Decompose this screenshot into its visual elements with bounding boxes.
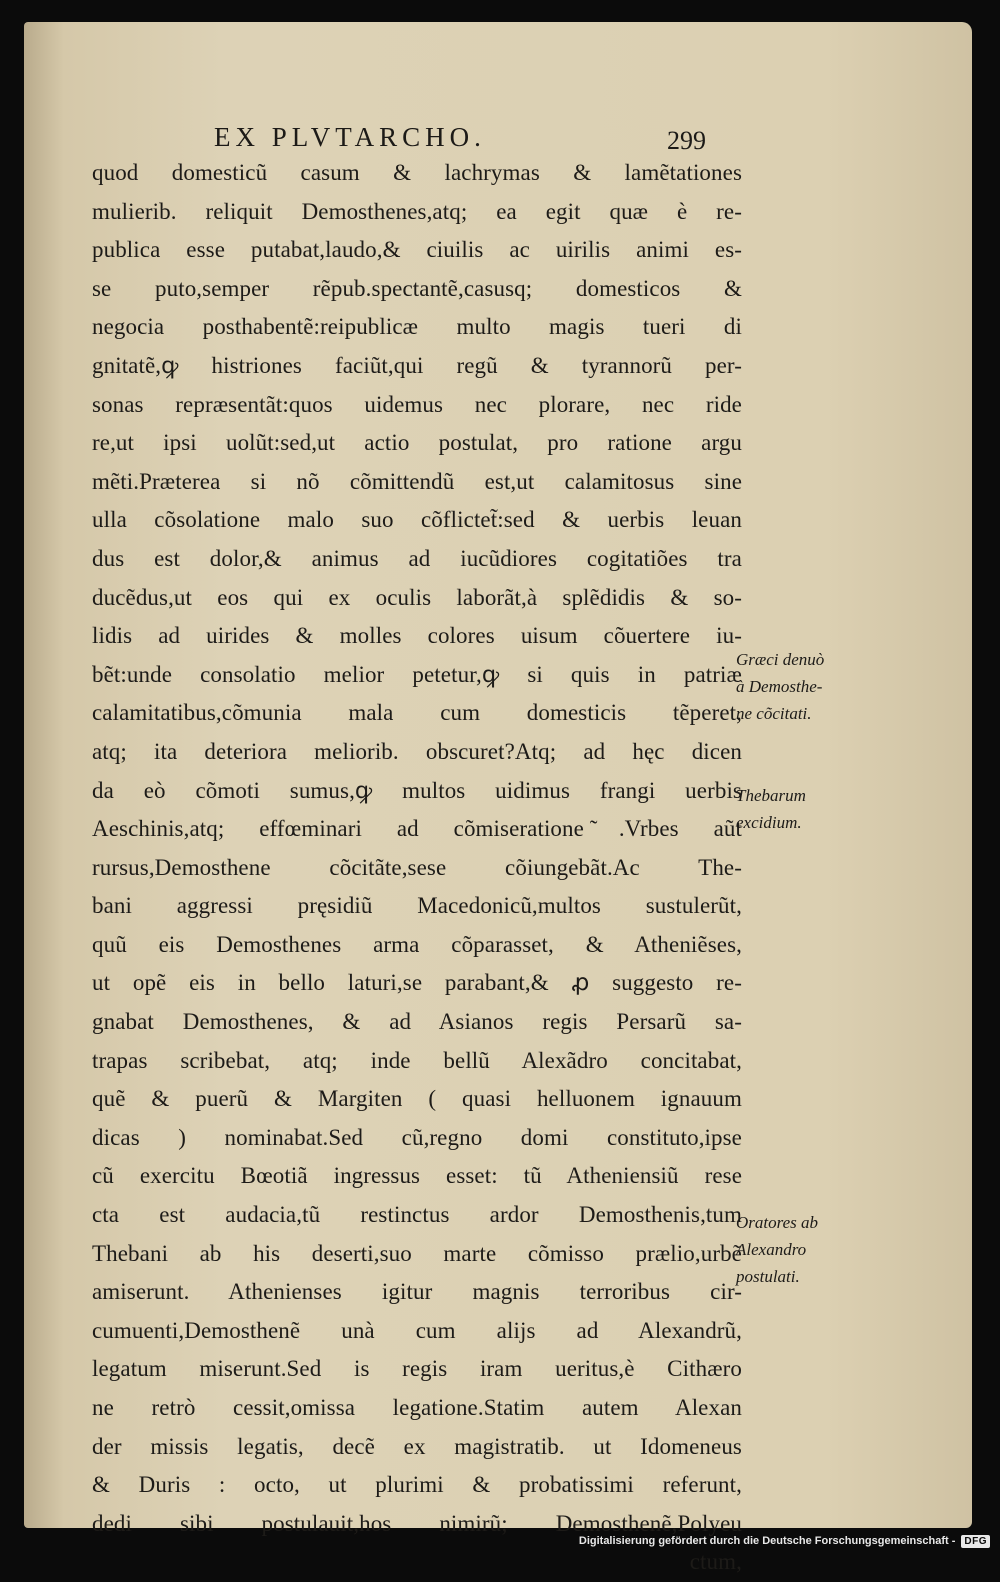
text-line: se puto,semper rẽpub.spectantẽ,casusq; domesticos & [92, 275, 742, 301]
text-line: cumuenti,Demosthenẽ unà cum alijs ad Alexandrũ, [92, 1317, 742, 1343]
text-line: & Duris : octo, ut plurimi & probatissimi referunt, [92, 1472, 742, 1498]
text-line: trapas scribebat, atq; inde bellũ Alexãdro concitabat, [92, 1047, 742, 1073]
text-line: cta est audacia,tũ restinctus ardor Demosthenis,tum [92, 1202, 742, 1228]
dfg-logo: DFG [961, 1535, 990, 1548]
text-line: mulierib. reliquit Demosthenes,atq; ea egit quæ è re- [92, 198, 742, 224]
text-line: atq; ita deteriora meliorib. obscuret?Atq; ad hęc dicen [92, 738, 742, 764]
page-number: 299 [667, 126, 706, 155]
margin-note: Græci denuò à Demosthe- ne cõcitati. [736, 650, 825, 723]
body-text [92, 154, 742, 1582]
text-line: bani aggressi pręsidiũ Macedonicũ,multos sustulerũt, [92, 893, 742, 919]
text-line: ctum, [689, 1549, 742, 1575]
text-line: ne retrò cessit,omissa legatione.Statim autem Alexan [92, 1395, 742, 1420]
text-line: dus est dolor,& animus ad iucũdiores cogitatiões tra [92, 545, 742, 571]
funding-credit-text: Digitalisierung gefördert durch die Deutsche Forschungsgemeinschaft - [578, 1535, 956, 1547]
text-line: amiserunt. Athenienses igitur magnis terroribus cir- [92, 1279, 742, 1305]
text-line: negocia posthabentẽ:reipublicæ multo magis tueri di [92, 314, 742, 340]
text-line: dedi sibi postulauit,hos nimirũ; Demosthenẽ,Polyeu [92, 1510, 742, 1536]
funding-credit [579, 1530, 990, 1552]
text-line: da eò cõmoti sumus,ꝙ multos uidimus frangi uerbis [92, 777, 742, 803]
text-line: ulla cõsolatione malo suo cõflictet̃:sed & uerbis leuan [92, 507, 742, 533]
text-line: ducẽdus,ut eos qui ex oculis laborãt,à splẽdidis & so- [92, 584, 742, 610]
text-line: gnabat Demosthenes, & ad Asianos regis Persarũ sa- [92, 1009, 742, 1035]
text-line: publica esse putabat,laudo,& ciuilis ac uirilis animi es- [92, 237, 742, 263]
text-line: quũ eis Demosthenes arma cõparasset, & Atheniẽses, [92, 931, 742, 957]
text-line: Thebani ab his deserti,suo marte cõmisso prælio,urbẽ [92, 1240, 742, 1266]
text-line: ut opẽ eis in bello laturi,se parabant,& ꝓ suggesto re- [92, 970, 742, 996]
text-line: re,ut ipsi uolũt:sed,ut actio postulat, pro ratione argu [92, 430, 742, 456]
text-line: cũ exercitu Bœotiã ingressus esset: tũ Atheniensiũ rese [92, 1163, 742, 1189]
text-line: Aeschinis,atq; effœminari ad cõmiseratione ̃.Vrbes aũt [92, 816, 742, 842]
text-line: gnitatẽ,ꝙ histriones faciũt,qui regũ & tyrannorũ per- [92, 352, 742, 378]
text-line: dicas ) nominabat.Sed cũ,regno domi constituto,ipse [92, 1124, 742, 1150]
text-line: calamitatibus,cõmunia mala cum domesticis tẽperet, [92, 700, 742, 726]
text-line: quẽ & puerũ & Margiten ( quasi helluonem ignauum [92, 1086, 742, 1112]
text-line: mẽti.Præterea si nõ cõmittendũ est,ut calamitosus sine [92, 468, 742, 494]
text-line: rursus,Demosthene cõcitãte,sese cõiungebãt.Ac The- [92, 854, 742, 880]
margin-note: Thebarum excidium. [736, 786, 806, 832]
text-line: sonas repræsentãt:quos uidemus nec plorare, nec ride [92, 391, 742, 417]
text-line: bẽt:unde consolatio melior petetur,ꝙ si quis in patriæ [92, 661, 742, 687]
text-line: der missis legatis, decẽ ex magistratib. ut Idomeneus [92, 1433, 742, 1459]
text-line: lidis ad uirides & molles colores uisum cõuertere iu- [92, 623, 742, 649]
margin-note: Oratores ab Alexandro postulati. [736, 1213, 819, 1286]
text-line: legatum miserunt.Sed is regis iram ueritus,è Cithæro [92, 1356, 742, 1382]
text-line: quod domesticũ casum & lachrymas & lamẽtationes [92, 160, 742, 185]
running-head: EX PLVTARCHO. [214, 122, 486, 152]
